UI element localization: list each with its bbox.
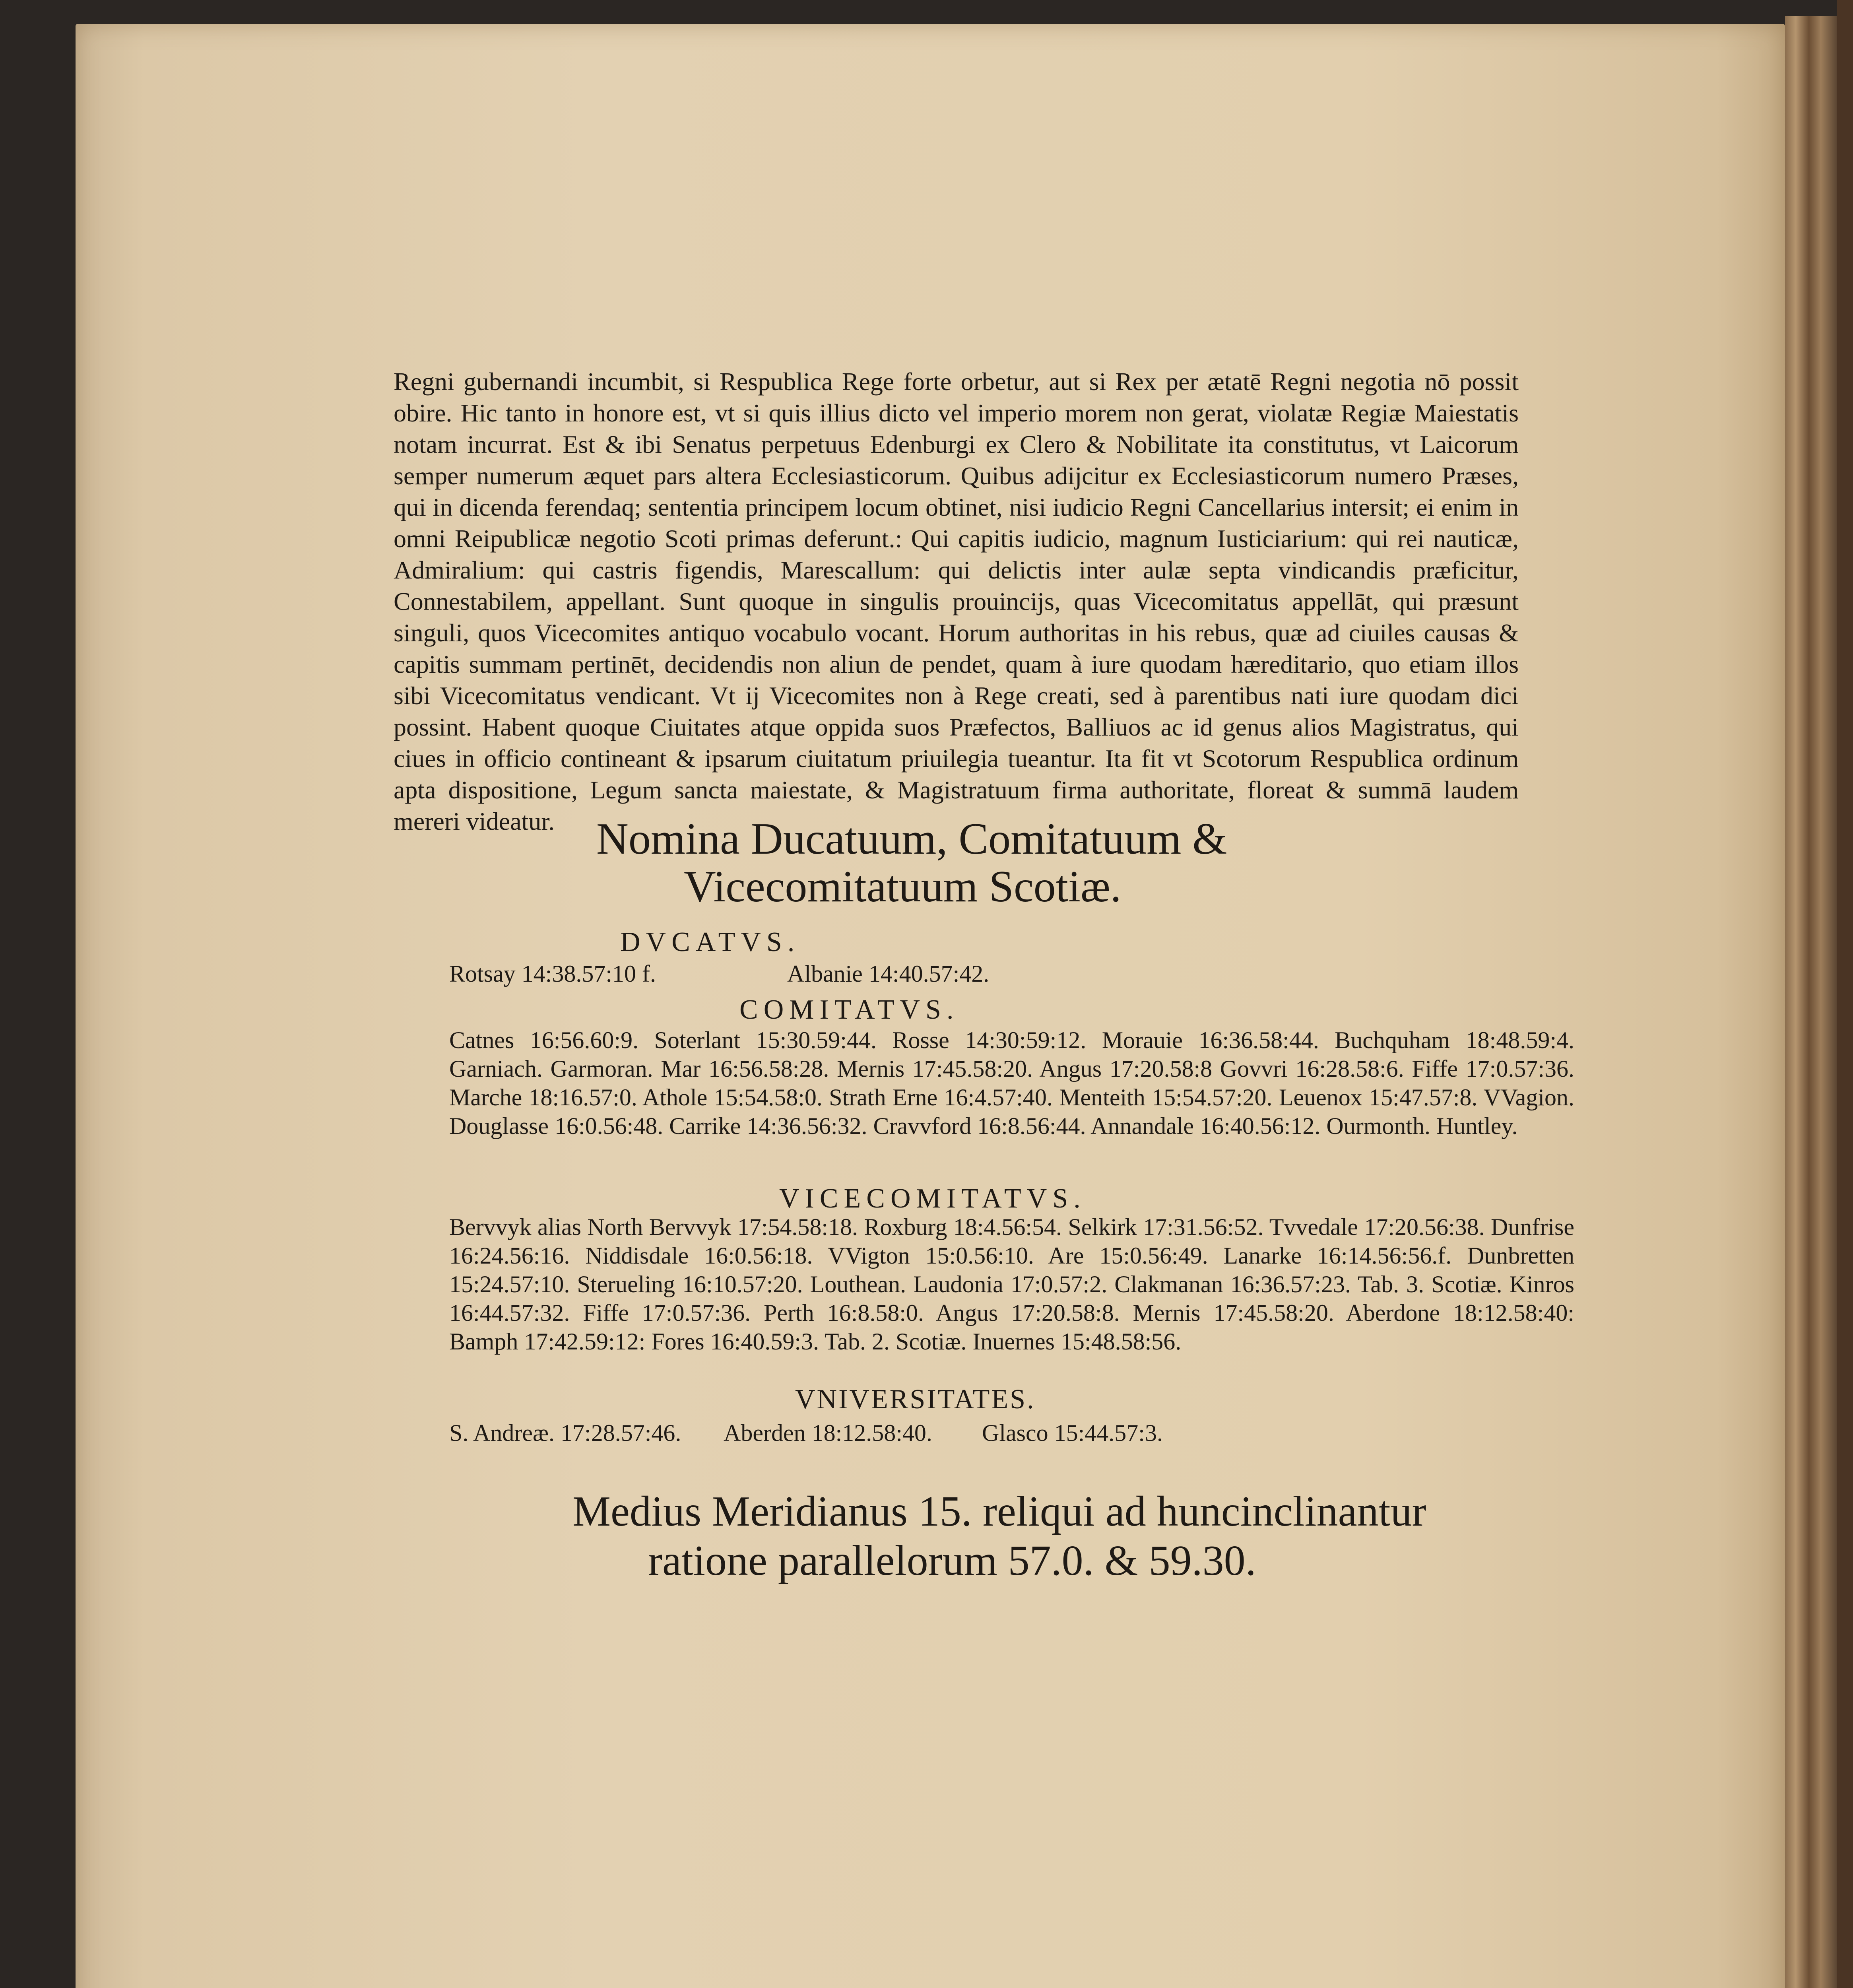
book-spine [1837, 0, 1853, 1988]
meridian-line-1: Medius Meridianus 15. reliqui ad huncinclinantur [572, 1488, 1426, 1535]
universitates-title: VNIVERSITATES. [795, 1384, 1036, 1415]
heading-line-1: Nomina Ducatuum, Comitatuum & [596, 814, 1227, 864]
vicecomitatus-list: Bervvyk alias North Bervvyk 17:54.58:18. Roxburg 18:4.56:54. Selkirk 17:31.56:52. Tvvedale 17:20.56:38. Dunfrise 16:24.56:16. Niddisdale 16:0.56:18. VVigton 15:0.56:10. Are 15:0.56:49. Lanarke 16:14.56:56.f. Dunbretten 15:24.57:10. Sterueling 16:10.57:20. Louthean. Laudonia 17:0.57:2. Clakmanan 16:36.57:23. Tab. 3. Scotiæ. Kinros 16:44.57:32. Fiffe 17:0.57:36. Perth 16:8.58:0. Angus 17:20.58:8. Mernis 17:45.58:20. Aberdone 18:12.58:40: Bamph 17:42.59:12: Fores 16:40.59:3. Tab. 2. Scotiæ. Inuernes 15:48.58:56. [449, 1214, 1574, 1355]
comitatus-list: Catnes 16:56.60:9. Soterlant 15:30.59:44. Rosse 14:30:59:12. Morauie 16:36.58:44. Buchquham 18:48.59:4. Garniach. Garmoran. Mar 16:56.58:28. Mernis 17:45.58:20. Angus 17:20.58:8 Govvri 16:28.58:6. Fiffe 17:0.57:36. Marche 18:16.57:0. Athole 15:54.58:0. Strath Erne 16:4.57:40. Menteith 15:54.57:20. Leuenox 15:47.57:8. VVagion. Douglasse 16:0.56:48. Carrike 14:36.56:32. Cravvford 16:8.56:44. Annandale 16:40.56:12. Ourmonth. Huntley. [449, 1027, 1574, 1139]
body-paragraph [394, 366, 1519, 837]
body-text: Regni gubernandi incumbit, si Respublica Rege forte orbetur, aut si Rex per ætatē Regni negotia nō possit obire. Hic tanto in honore est, vt si quis illius dicto vel imperio morem non gerat, violatæ Regiæ Maiestatis notam incurrat. Est & ibi Senatus perpetuus Edenburgi ex Clero & Nobilitate ita constitutus, vt Laicorum semper numerum æquet pars altera Ecclesiasticorum. Quibus adijcitur ex Ecclesiasticorum numero Præses, qui in dicenda ferendaq; sententia principem locum obtinet, nisi iudicio Regni Cancellarius intersit; ei enim in omni Reipublicæ negotio Scoti primas deferunt.: Qui capitis iudicio, magnum Iusticiarium: qui rei nauticæ, Admiralium: qui castris figendis, Marescallum: qui delictis inter aulæ septa vindicandis præficitur, Connestabilem, appellant. Sunt quoque in singulis prouincijs, quas Vicecomitatus appellāt, qui præsunt singuli, quos Vicecomites antiquo vocabulo vocant. Horum authoritas in his rebus, quæ ad ciuiles causas & capitis summam pertinēt, decidendis non aliun de pendet, quam à iure quodam hæreditario, quo etiam illos sibi Vicecomitatus vendicant. Vt ij Vicecomites non à Rege creati, sed à parentibus nati iure quodam dici possint. Habent quoque Ciuitates atque oppida suos Præfectos, Balliuos ac id genus alios Magistratus, qui ciues in officio contineant & ipsarum ciuitatum priuilegia tueantur. Ita fit vt Scotorum Respublica ordinum apta dispositione, Legum sancta maiestate, & Magistratuum firma authoritate, floreat & summā laudem mereri videatur. [394, 367, 1519, 835]
ducatus-item-2: Albanie 14:40.57:42. [787, 961, 990, 987]
book-fore-edge [1785, 16, 1845, 1988]
vicecomitatus-title: VICECOMITATVS. [779, 1183, 1086, 1214]
ducatus-title: DVCATVS. [620, 927, 800, 957]
universitates-item-3: Glasco 15:44.57:3. [982, 1420, 1163, 1446]
section-heading [596, 815, 1511, 911]
universitates-item-2: Aberden 18:12.58:40. [724, 1420, 932, 1446]
ducatus-item-1: Rotsay 14:38.57:10 f. [449, 961, 656, 987]
universitates-item-1: S. Andreæ. 17:28.57:46. [449, 1420, 681, 1446]
comitatus-title: COMITATVS. [739, 994, 959, 1025]
meridian-note [572, 1487, 1527, 1586]
meridian-line-2: ratione parallelorum 57.0. & 59.30. [648, 1537, 1256, 1584]
heading-line-2: Vicecomitatuum Scotiæ. [684, 862, 1122, 911]
